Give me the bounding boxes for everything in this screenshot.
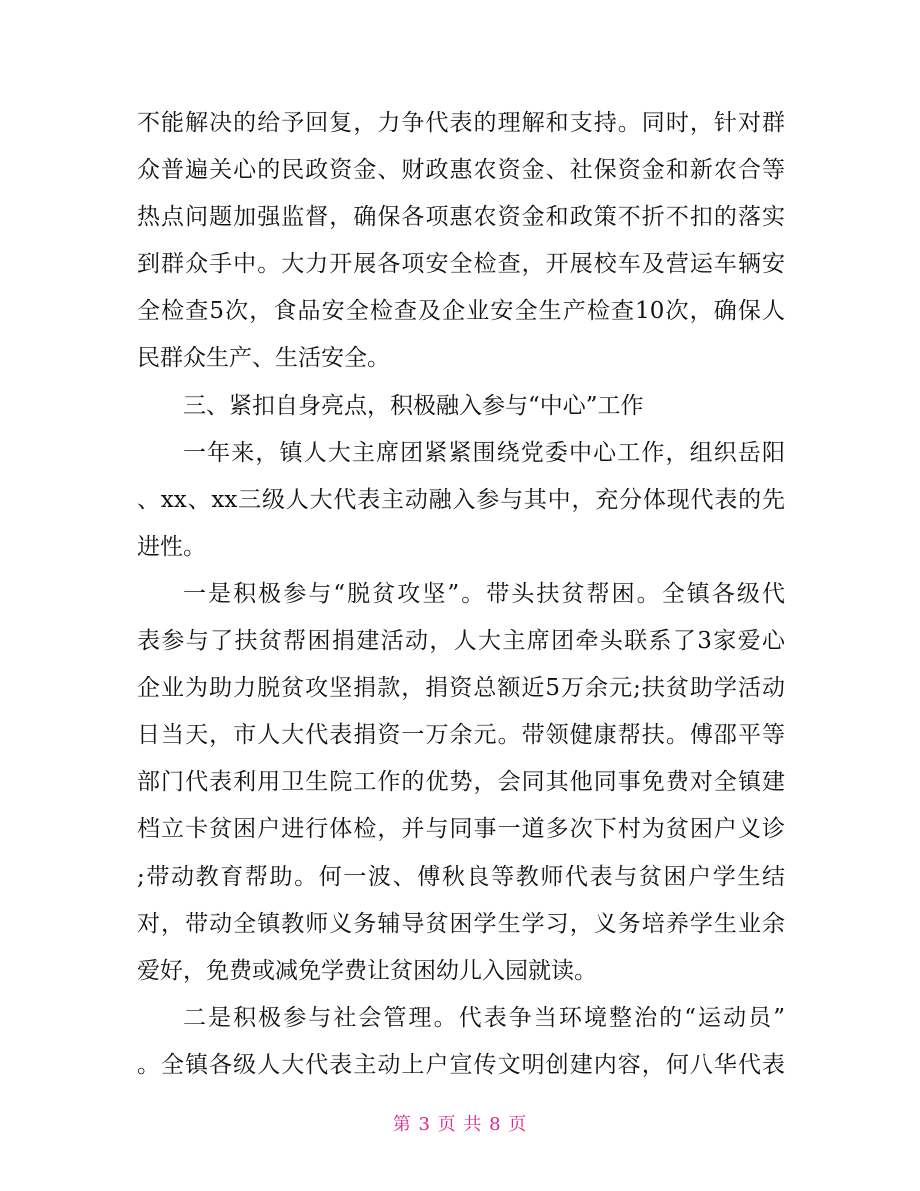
text-line: 热点问题加强监督，确保各项惠农资金和政策不折不扣的落实 xyxy=(137,204,785,231)
text-line: 众普遍关心的民政资金、财政惠农资金、社保资金和新农合等 xyxy=(137,157,785,184)
section-heading: 三、紧扣自身亮点，积极融入参与“中心”工作 xyxy=(183,392,644,419)
text-line: 到群众手中。大力开展各项安全检查，开展校车及营运车辆安 xyxy=(137,251,785,278)
text-line: 、xx、xx三级人大代表主动融入参与其中，充分体现代表的先 xyxy=(137,486,785,513)
text-line: 民群众生产、生活安全。 xyxy=(137,345,390,372)
text-line: 表参与了扶贫帮困捐建活动，人大主席团牵头联系了3家爱心 xyxy=(137,628,785,655)
body-text xyxy=(137,100,785,1089)
text-line: 进性。 xyxy=(137,533,206,560)
paragraph-start: 二是积极参与社会管理。代表争当环境整治的“运动员” xyxy=(183,1004,785,1031)
paragraph-start: 一是积极参与“脱贫攻坚”。带头扶贫帮困。全镇各级代 xyxy=(183,580,785,607)
text-line: 企业为助力脱贫攻坚捐款，捐资总额近5万余元;扶贫助学活动 xyxy=(137,675,785,702)
text-line: 档立卡贫困户进行体检，并与同事一道多次下村为贫困户义诊 xyxy=(137,816,785,843)
text-line: 对，带动全镇教师义务辅导贫困学生学习，义务培养学生业余 xyxy=(137,910,785,937)
text-line: 爱好，免费或减免学费让贫困幼儿入园就读。 xyxy=(137,957,597,984)
text-line: 日当天，市人大代表捐资一万余元。带领健康帮扶。傅邵平等 xyxy=(137,722,785,749)
text-line: 部门代表利用卫生院工作的优势，会同其他同事免费对全镇建 xyxy=(137,769,785,796)
text-line: 不能解决的给予回复，力争代表的理解和支持。同时，针对群 xyxy=(137,110,785,136)
paragraph-start: 一年来，镇人大主席团紧紧围绕党委中心工作，组织岳阳 xyxy=(183,439,785,466)
page-footer xyxy=(0,1110,920,1136)
text-line: ;带动教育帮助。何一波、傅秋良等教师代表与贫困户学生结 xyxy=(137,863,785,890)
text-line: 全检查5次，食品安全检查及企业安全生产检查10次，确保人 xyxy=(137,298,785,325)
text-line: 。全镇各级人大代表主动上户宣传文明创建内容，何八华代表 xyxy=(137,1051,785,1078)
page-number: 第 3 页 共 8 页 xyxy=(392,1114,528,1135)
